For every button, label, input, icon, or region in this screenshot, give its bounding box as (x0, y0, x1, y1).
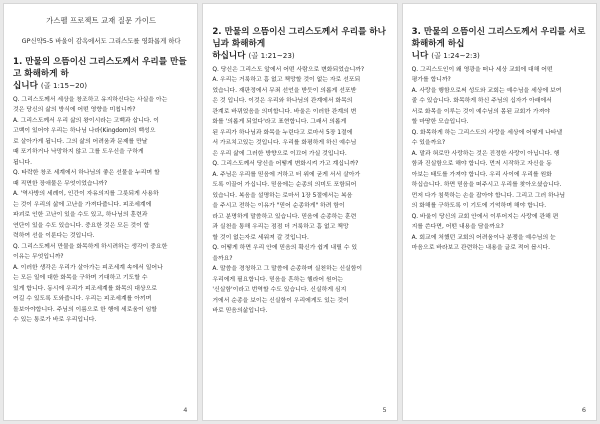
section-title (212, 27, 388, 63)
text-line: A. 그리스도께서 우리 삶의 왕이시라는 고백과 삽니다. 이 (13, 117, 159, 124)
document-header: 가스펠 프로젝트 교재 질문 가이드 (46, 16, 157, 25)
page-number: 4 (183, 406, 188, 414)
text-line: 줄 수 있습니다. 화목하게 하신 주님의 십자가 아래에서 (411, 98, 552, 104)
text-line: 하십습니다. 하면 믿음을 떠주시고 우리를 찾아오셨습니다. (411, 182, 562, 188)
text-line: 력하여 선을 이룬다는 것입니다. (13, 233, 95, 239)
text-line: 아보는 태도를 가져야 합니다. 우리 사이에 우리를 원화 (411, 171, 552, 178)
text-line: 는 것이 우리의 삶에 고난을 가져다줍니다. 피조세계에 (13, 201, 152, 208)
text-line: 화를 '의롭게 되었다'라고 표현합니다. 그래서 의롭게 (212, 119, 347, 125)
text-line: 평가를 합니까? (411, 77, 451, 83)
section-ref: (골 1:21~23) (248, 51, 295, 60)
page-5 (202, 3, 397, 421)
section-ref: (골 1:24~2:3) (431, 51, 480, 60)
text-line: 서로 화목을 이루는 것이 예수님의 몸된 교회가 가져야 (411, 108, 550, 115)
text-line: 파괴로 인한 고난이 있을 수도 있고, 하나님의 훈련과 (13, 212, 148, 218)
text-line: Q. 바울이 당신의 교회 안에서 이루어지는 사랑에 관해 편 (411, 213, 559, 220)
text-line: 있게 합니다. 동시에 우리가 피조세계를 화목의 대상으로 (13, 285, 157, 292)
section-title (412, 27, 588, 63)
text-line: 된 우리가 하나님과 화목을 누린다고 로마서 5장 1절에 (212, 129, 353, 136)
text-line: 의 화해를 구하도록 이 기도에 기억하며 해야 합니다. (411, 203, 547, 209)
text-line: Q. 그리스도인이 왜 영광을 떠나 세상 교회에 대해 어떤 (411, 66, 553, 73)
text-line: 었습니다. 재판정에서 무죄 선언을 받듯이 의롭게 선포받 (212, 87, 357, 94)
section-ref: (골 1:15~20) (40, 81, 88, 90)
section-title-line1: 1. 만물의 으뜸이신 그리스도께서 우리를 만들고 화해하게 하 (13, 57, 187, 79)
text-line: 연단이 있을 수도 있습니다. 중요한 것은 모든 것이 합 (13, 222, 150, 229)
body-text (412, 65, 588, 254)
page-number: 5 (382, 406, 387, 414)
text-line: 이유는 무엇입니까? (13, 254, 64, 260)
text-line: Q. 타락한 창조 세계에서 하나님의 좋은 선물을 누리며 할 (13, 170, 160, 176)
text-line: Q. 그리스도께서 당신을 어떻게 변화시켜 가고 계십니까? (212, 161, 359, 167)
text-line: A. 회교에 처했던 교회의 어려움이나 분쟁을 예수님의 눈 (411, 234, 556, 241)
text-line: 로 살아가게 됩니다. 그의 삶의 어려움과 문제를 만날 (13, 138, 148, 145)
text-line: 것은 당신의 삶의 방식에 어떤 영향을 미칩니까? (13, 107, 136, 113)
section-title-line2: 십니다 (13, 81, 38, 91)
text-line: A. '역사방의 세례이, 인간이 자유의지를 그릇되게 사용하 (13, 191, 159, 197)
text-line: Q. 당신은 그리스도 앞에서 어떤 사람으로 변화되었습니까? (212, 66, 365, 73)
text-line: 도록 이끌어 가십니다. 믿음에는 순종의 의미도 포함되어 (212, 182, 357, 188)
text-line: A. 사랑을 행함으로써 성도와 교회는 예수님을 세상에 보여 (411, 87, 562, 94)
text-line: 할 것이 없는자로 세워져 갈 것입니다. (212, 234, 309, 241)
text-line: A. 주님은 우리를 믿음에 거하고 터 위에 굳게 서서 살아가 (212, 171, 361, 178)
body-text (212, 65, 388, 317)
text-line: 은 우리 삶에 그러한 방향으로 이끄어 가실 것입니다. (212, 150, 347, 157)
text-line: 돌보아야합니다. 주님의 이름으로 한 행에 세로움이 임할 (13, 306, 157, 313)
text-line: Q. 어떻게 하면 우리 안에 믿음의 확신가 쉽게 내릴 수 있 (212, 245, 358, 251)
lesson-subtitle: GP신약5-5 바울이 감옥에서도 그리스도를 영화롭게 하다 (21, 37, 181, 45)
text-line: 서 가르치고있는 것입니다. 우리를 화평하게 하신 예수님 (212, 140, 357, 146)
text-line: A. 말과 혀로만 사랑하는 것은 진정한 사랑이 아닙니다. 행 (411, 150, 560, 157)
section-title-line1: 3. 만물의 으뜸이신 그리스도께서 우리를 서로 화해하게 하십 (411, 27, 586, 49)
text-line: 거에서 순종을 보이는 신실함이 우리에게도 있는 것이 (212, 297, 349, 304)
text-line: 수 있는 통로가 바로 우리입니다. (13, 317, 97, 323)
text-line: 바로 믿음의삶입니다. (212, 308, 268, 314)
text-line: 과 실천을 통해 우리는 점점 더 거룩하고 흠 없고 책망 (212, 224, 349, 230)
text-line: 먼저 다가 침묵하는 손을 잡아야 합니다. 그리고 그러 하나님 (411, 192, 566, 199)
text-line: 은 것 입니다. 이것은 우리와 하나님의 관계에서 화목의 (212, 98, 353, 104)
text-line: Q. 그리스도께서 만물을 화목하게 하시려하는 생각이 중요한 (13, 243, 168, 250)
text-line: Q. 화목하게 하는 그리스도의 사랑을 세상에 어떻게 나타낼 (411, 129, 563, 136)
text-line: 때 직면한 장애물은 무엇이었습니까? (13, 180, 108, 187)
text-line: A. 우리는 거룩하고 흠 없고 책망할 것이 없는 자로 선포되 (212, 77, 361, 83)
text-line: 관계로 바뀌었음을 의미합니다. 바울은 이러한 관계의 변 (212, 108, 357, 115)
section-title (13, 57, 189, 93)
text-line: 수 있을까요? (411, 140, 446, 146)
text-line: 을까요? (212, 255, 233, 262)
text-line: 때 포기하거나 낙망하지 않고 그를 도우신을 구하게 (13, 149, 144, 155)
text-line: 라고 분명하게 말씀하고 있습니다. 믿음에 순종하는 훈련 (212, 213, 357, 220)
page-4 (3, 3, 198, 421)
text-line: 할 마땅한 모습입니다. (411, 119, 469, 125)
body-text (13, 95, 189, 326)
text-line: '신실함'이라고 번역할 수도 있습니다. 신실하게 심지 (212, 287, 347, 293)
text-line: A. 말씀을 경청하고 그 말씀에 순종하며 실천하는 신실함이 (212, 266, 363, 272)
text-line: 여길 수 있도록 도와줍니다. 우리는 피조세계를 아끼며 (13, 296, 152, 302)
section-title-line1: 2. 만물의 으뜸이신 그리스도께서 우리를 하나님과 화해하게 (212, 27, 386, 49)
text-line: 는 모든 일에 대한 화목을 구하며 기대하고 기도할 수 (13, 275, 148, 281)
text-line: 함과 진실함으로 해야 합니다. 먼저 시작하고 자신을 동 (411, 161, 552, 167)
page-number: 6 (581, 406, 586, 414)
section-title-line2: 니다 (411, 51, 429, 61)
text-line: 됩니다. (13, 159, 32, 166)
page-6 (402, 3, 597, 421)
text-line: A. 이러한 생각은 우리가 살아가는 피조세계 속에서 일어나 (13, 264, 163, 271)
text-line: 있습니다. 복음을 설명하는 로마서 1장 5절에서는 복음 (212, 192, 353, 199)
text-line: 을 주시고 전하는 이유가 "믿어 순종하게" 하려 함이 (212, 203, 345, 209)
text-line: 고백이 있어야 우리는 하나님 나라(Kingdom)의 백성으 (13, 128, 156, 134)
text-line: 지를 쓴다면, 어떤 내용을 담을까요? (411, 224, 504, 230)
text-line: 마음으로 바라보고 관련하는 내용을 글로 적어 봅시다. (411, 245, 550, 251)
text-line: 우리에게 필요합니다. 믿음을 흔하는 헬라어 원어는 (212, 276, 344, 283)
text-line: Q. 그리스도께서 세상을 창조하고 유지하신다는 사실을 아는 (13, 96, 168, 103)
section-title-line2: 하십니다 (212, 51, 246, 61)
